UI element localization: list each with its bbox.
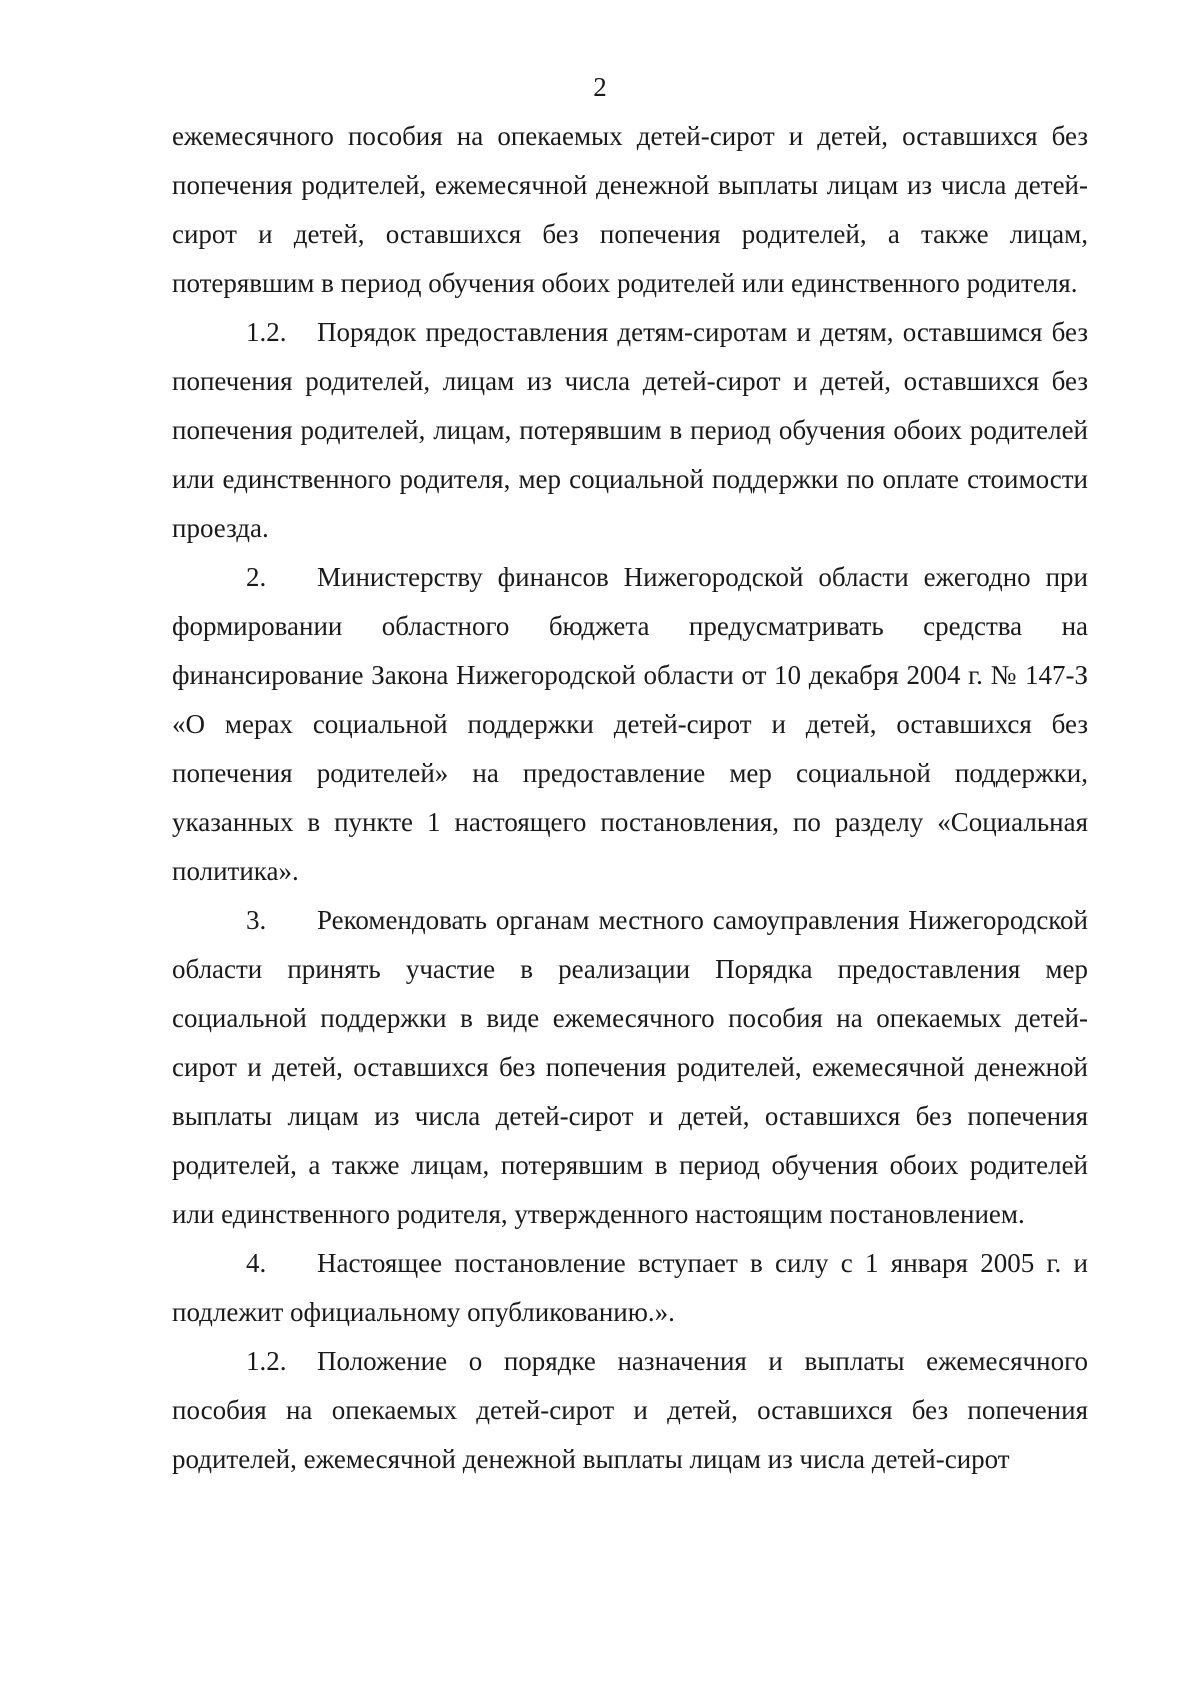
paragraph-number: 1.2. — [246, 1346, 287, 1376]
paragraph-number: 4. — [246, 1248, 267, 1278]
paragraph-number: 2. — [246, 562, 267, 592]
paragraph-text: Настоящее постановление вступает в силу с 1 января 2005 г. и подлежит официальному опубликованию.». — [172, 1248, 1088, 1327]
paragraph-number: 1.2. — [246, 317, 287, 347]
paragraph-4 — [172, 1239, 1088, 1337]
paragraph-1-2-second — [172, 1337, 1088, 1484]
paragraph-2 — [172, 553, 1088, 896]
paragraph-text: ежемесячного пособия на опекаемых детей-сирот и детей, оставшихся без попечения родителей, ежемесячной денежной выплаты лицам из числа детей-сирот и детей, оставшихся без попечения родителей, а также лицам, потерявшим в период обучения обоих родителей или единственного родителя. — [172, 121, 1088, 298]
paragraph-continuation — [172, 112, 1088, 308]
paragraph-text: Порядок предоставления детям-сиротам и детям, оставшимся без попечения родителей, лицам из числа детей-сирот и детей, оставшихся без попечения родителей, лицам, потерявшим в период обучения обоих родителей или единственного родителя, мер социальной поддержки по оплате стоимости проезда. — [172, 317, 1088, 543]
document-body — [172, 112, 1088, 1484]
paragraph-3 — [172, 896, 1088, 1239]
paragraph-number: 3. — [246, 905, 267, 935]
paragraph-text: Положение о порядке назначения и выплаты ежемесячного пособия на опекаемых детей-сирот и детей, оставшихся без попечения родителей, ежемесячной денежной выплаты лицам из числа детей-сирот — [172, 1346, 1088, 1474]
paragraph-1-2 — [172, 308, 1088, 553]
paragraph-text: Министерству финансов Нижегородской области ежегодно при формировании областного бюджета предусматривать средства на финансирование Закона Нижегородской области от 10 декабря 2004 г. № 147-З «О мерах социальной поддержки детей-сирот и детей, оставшихся без попечения родителей» на предоставление мер социальной поддержки, указанных в пункте 1 настоящего постановления, по разделу «Социальная политика». — [172, 562, 1088, 886]
paragraph-text: Рекомендовать органам местного самоуправления Нижегородской области принять участие в реализации Порядка предоставления мер социальной поддержки в виде ежемесячного пособия на опекаемых детей-сирот и детей, оставшихся без попечения родителей, ежемесячной денежной выплаты лицам из числа детей-сирот и детей, оставшихся без попечения родителей, а также лицам, потерявшим в период обучения обоих родителей или единственного родителя, утвержденного настоящим постановлением. — [172, 905, 1088, 1229]
page-number: 2 — [593, 72, 607, 102]
